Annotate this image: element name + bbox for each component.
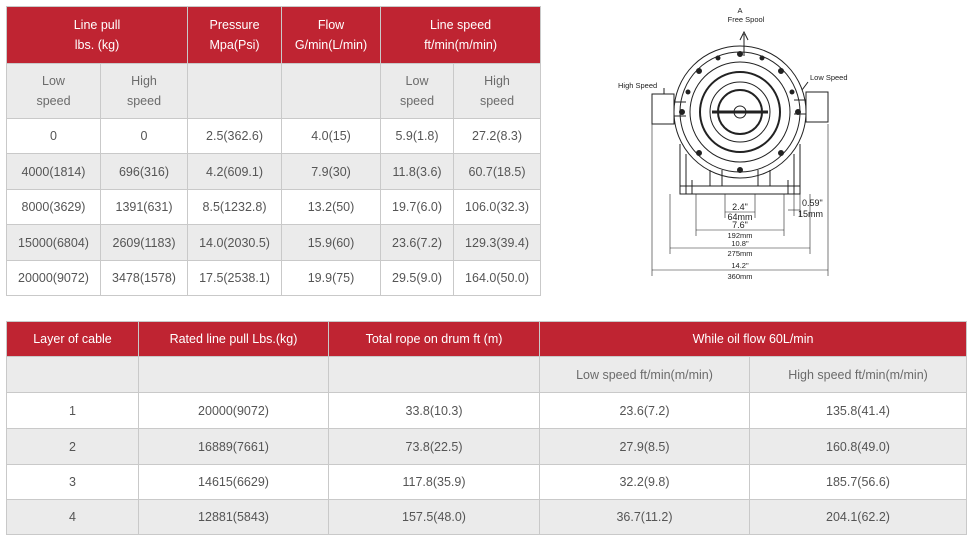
table-cell: 8.5(1232.8): [188, 190, 282, 225]
subheader-line: High: [484, 74, 510, 88]
table-cell: 19.7(6.0): [381, 190, 454, 225]
line-pull-header: [7, 7, 188, 64]
label-free-spool: Free Spool: [727, 15, 765, 24]
subheader-line: speed: [399, 94, 435, 108]
total-rope-header: Total rope on drum ft (m): [329, 322, 540, 357]
table-cell: 160.8(49.0): [750, 429, 967, 465]
table-cell: 3: [7, 465, 139, 500]
table-cell: 0: [7, 119, 101, 154]
dim-360mm: 360mm: [727, 272, 753, 281]
table-cell: 14.0(2030.5): [188, 225, 282, 261]
layer-subheader-empty: [7, 357, 139, 393]
flow-unit: G/min(L/min): [294, 38, 368, 52]
flow-title: Flow: [317, 18, 345, 32]
table-cell: 204.1(62.2): [750, 500, 967, 535]
line-speed-header: [381, 7, 541, 64]
high-speed-port-block: [652, 94, 674, 124]
dim-15mm: 15mm: [798, 209, 824, 219]
table-cell: 15.9(60): [282, 225, 381, 261]
table-cell: 17.5(2538.1): [188, 261, 282, 296]
table-row: [7, 225, 541, 261]
table-cell: 2609(1183): [101, 225, 188, 261]
pressure-title: Pressure: [209, 18, 260, 32]
table-cell: 19.9(75): [282, 261, 381, 296]
subheader-line: Low: [405, 74, 429, 88]
table-row: [7, 429, 967, 465]
table-cell: 27.2(8.3): [454, 119, 541, 154]
table-cell: 33.8(10.3): [329, 393, 540, 429]
table-cell: 8000(3629): [7, 190, 101, 225]
table-cell: 4.0(15): [282, 119, 381, 154]
dim-275mm: 275mm: [727, 249, 753, 258]
high-speed-subheader: High speed ft/min(m/min): [750, 357, 967, 393]
line-pull-title: Line pull: [73, 18, 121, 32]
table-cell: 20000(9072): [139, 393, 329, 429]
table-cell: 7.9(30): [282, 154, 381, 190]
table-cell: 4: [7, 500, 139, 535]
label-high-speed: High Speed: [618, 81, 658, 90]
speed-low-subheader: [381, 64, 454, 119]
pull-low-speed-subheader: [7, 64, 101, 119]
total-rope-subheader-empty: [329, 357, 540, 393]
table-cell: 106.0(32.3): [454, 190, 541, 225]
table-cell: 135.8(41.4): [750, 393, 967, 429]
table-cell: 60.7(18.5): [454, 154, 541, 190]
layer-header: Layer of cable: [7, 322, 139, 357]
low-speed-leader: [802, 82, 808, 90]
dim-64mm: 64mm: [727, 212, 753, 222]
table-cell: 15000(6804): [7, 225, 101, 261]
pull-high-speed-subheader: [101, 64, 188, 119]
table-cell: 13.2(50): [282, 190, 381, 225]
table-cell: 1: [7, 393, 139, 429]
table-cell: 14615(6629): [139, 465, 329, 500]
pressure-subheader-empty: [188, 64, 282, 119]
cable-layer-table: [6, 321, 967, 535]
table-cell: 3478(1578): [101, 261, 188, 296]
spec-table: [6, 6, 541, 296]
spec-header-row: [7, 7, 541, 64]
table-cell: 11.8(3.6): [381, 154, 454, 190]
table-cell: 5.9(1.8): [381, 119, 454, 154]
table-cell: 185.7(56.6): [750, 465, 967, 500]
cable-header-row: [7, 322, 967, 357]
spec-subheader-row: [7, 64, 541, 119]
low-speed-port-block: [806, 92, 828, 122]
table-cell: 12881(5843): [139, 500, 329, 535]
line-speed-title: Line speed: [429, 18, 492, 32]
table-cell: 29.5(9.0): [381, 261, 454, 296]
oil-flow-header: While oil flow 60L/min: [540, 322, 967, 357]
table-row: [7, 500, 967, 535]
flow-subheader-empty: [282, 64, 381, 119]
dim-2-4: 2.4": [732, 202, 748, 212]
subheader-line: speed: [479, 94, 515, 108]
table-cell: 27.9(8.5): [540, 429, 750, 465]
base-plate: [680, 186, 800, 194]
dim-10-8: 10.8": [731, 239, 749, 248]
table-row: [7, 261, 541, 296]
subheader-line: speed: [126, 94, 162, 108]
winch-technical-drawing: [612, 4, 852, 284]
speed-high-subheader: [454, 64, 541, 119]
table-cell: 0: [101, 119, 188, 154]
rated-pull-subheader-empty: [139, 357, 329, 393]
table-cell: 20000(9072): [7, 261, 101, 296]
line-pull-unit: lbs. (kg): [74, 38, 120, 52]
table-cell: 36.7(11.2): [540, 500, 750, 535]
table-cell: 164.0(50.0): [454, 261, 541, 296]
table-cell: 2.5(362.6): [188, 119, 282, 154]
table-cell: 23.6(7.2): [540, 393, 750, 429]
table-row: [7, 465, 967, 500]
table-cell: 129.3(39.4): [454, 225, 541, 261]
table-cell: 73.8(22.5): [329, 429, 540, 465]
table-cell: 4000(1814): [7, 154, 101, 190]
table-cell: 4.2(609.1): [188, 154, 282, 190]
table-row: [7, 190, 541, 225]
subheader-line: speed: [36, 94, 71, 108]
dim-192mm: 192mm: [727, 231, 753, 240]
dim-0-59: 0.59": [802, 198, 823, 208]
table-cell: 32.2(9.8): [540, 465, 750, 500]
table-cell: 23.6(7.2): [381, 225, 454, 261]
pressure-header: [188, 7, 282, 64]
dim-14-2: 14.2": [731, 261, 749, 270]
table-cell: 16889(7661): [139, 429, 329, 465]
table-cell: 117.8(35.9): [329, 465, 540, 500]
table-cell: 2: [7, 429, 139, 465]
flow-header: [282, 7, 381, 64]
table-row: [7, 119, 541, 154]
label-low-speed: Low Speed: [810, 73, 848, 82]
cable-subheader-row: [7, 357, 967, 393]
table-cell: 157.5(48.0): [329, 500, 540, 535]
subheader-line: High: [131, 74, 157, 88]
table-row: [7, 393, 967, 429]
rated-pull-header: Rated line pull Lbs.(kg): [139, 322, 329, 357]
dim-7-6: 7.6": [732, 220, 748, 230]
label-a: A: [737, 6, 743, 15]
subheader-line: Low: [42, 74, 65, 88]
line-speed-unit: ft/min(m/min): [424, 38, 497, 52]
table-cell: 1391(631): [101, 190, 188, 225]
pressure-unit: Mpa(Psi): [209, 38, 260, 52]
low-speed-subheader: Low speed ft/min(m/min): [540, 357, 750, 393]
table-cell: 696(316): [101, 154, 188, 190]
table-row: [7, 154, 541, 190]
